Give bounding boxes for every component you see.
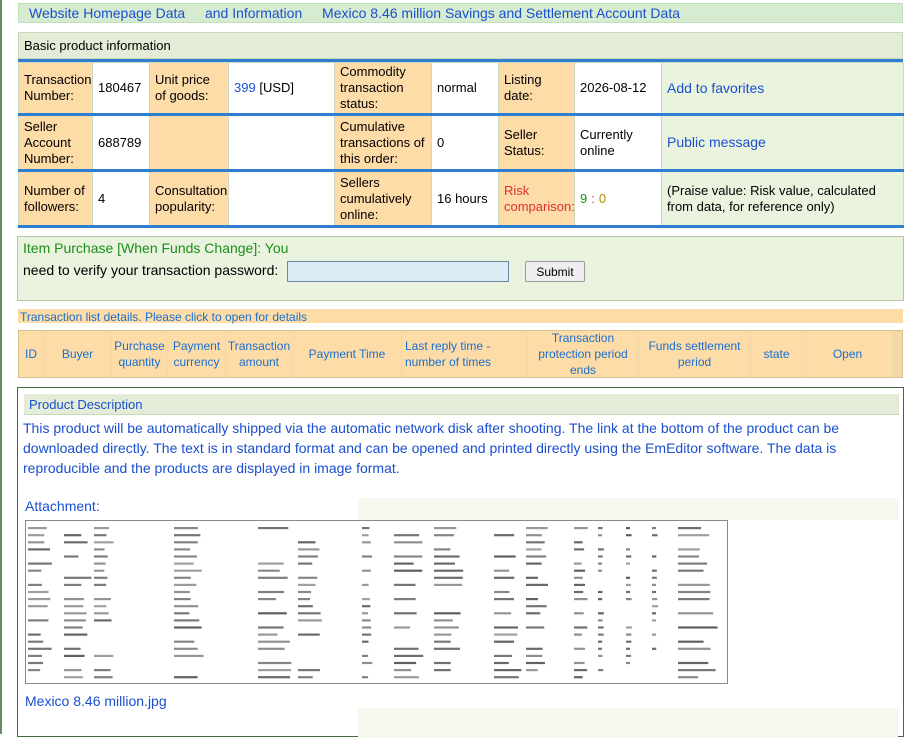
consultation-label: Consultation popularity: <box>150 171 229 227</box>
spreadsheet-preview-graphic <box>26 521 728 684</box>
attachment-label: Attachment: <box>25 498 100 514</box>
breadcrumb-product-link[interactable]: Mexico 8.46 million Savings and Settlement Account Data <box>322 5 681 21</box>
risk-note: (Praise value: Risk value, calculated from data, for reference only) <box>662 171 904 227</box>
purchase-instruction: Item Purchase [When Funds Change]: You <box>23 240 289 256</box>
basic-info-table <box>18 62 904 228</box>
currency-value: [USD] <box>259 80 294 95</box>
cumulative-transactions-value: 0 <box>432 115 499 171</box>
breadcrumb <box>18 3 903 23</box>
page-left-border <box>0 0 2 734</box>
column-open: Open <box>803 331 892 377</box>
unit-price-value: 399 <box>234 80 256 95</box>
info-row-3 <box>19 171 904 227</box>
followers-label: Number of followers: <box>19 171 93 227</box>
public-message-cell <box>662 115 904 171</box>
praise-value: 9 <box>580 190 588 206</box>
attachment-file-link[interactable]: Mexico 8.46 million.jpg <box>25 693 167 709</box>
risk-comparison-text: Risk comparison: <box>504 182 575 214</box>
empty-value-cell <box>229 115 335 171</box>
description-paragraph: This product will be automatically shipped via the automatic network disk after shooting. The link at the bottom of the product can be downloaded directly. The text is in standard format and can be opened and printed directly using the EmEditor software. The data is reproducible and the products are displayed in image format. <box>23 420 840 476</box>
seller-status-label: Seller Status: <box>499 115 575 171</box>
risk-comparison-value <box>575 171 662 227</box>
product-description-header: Product Description <box>24 394 899 415</box>
breadcrumb-info-link[interactable]: and Information <box>204 5 303 21</box>
risk-value: 0 <box>598 190 607 206</box>
seller-account-value: 688789 <box>93 115 150 171</box>
public-message-link[interactable]: Public message <box>667 134 766 150</box>
transaction-list-header[interactable]: Transaction list details. Please click to open for details <box>18 309 903 326</box>
product-description-text <box>23 418 898 478</box>
breadcrumb-home-link[interactable]: Website Homepage Data <box>29 5 186 21</box>
transaction-number-value: 180467 <box>93 63 150 115</box>
commodity-status-value: normal <box>432 63 499 115</box>
consultation-value <box>229 171 335 227</box>
column-state: state <box>751 331 802 377</box>
seller-account-label: Seller Account Number: <box>19 115 93 171</box>
seller-status-value: Currently online <box>575 115 662 171</box>
commodity-status-label: Commodity transaction status: <box>335 63 432 115</box>
transaction-table-header <box>18 330 903 378</box>
transaction-password-input[interactable] <box>287 261 509 282</box>
column-id: ID <box>19 331 43 377</box>
transaction-number-label: Transaction Number: <box>19 63 93 115</box>
online-label: Sellers cumulatively online: <box>335 171 432 227</box>
cumulative-transactions-label: Cumulative transactions of this order: <box>335 115 432 171</box>
attachment-preview-image[interactable] <box>25 520 728 684</box>
followers-value: 4 <box>93 171 150 227</box>
info-row-2 <box>19 115 904 171</box>
listing-date-value: 2026-08-12 <box>575 63 662 115</box>
column-protection-period: Transaction protection period ends <box>528 331 638 377</box>
background-band <box>358 498 898 520</box>
column-settlement-period: Funds settlement period <box>639 331 750 377</box>
unit-price-cell <box>229 63 335 115</box>
unit-price-label: Unit price of goods: <box>150 63 229 115</box>
risk-comparison-label <box>499 171 575 227</box>
column-purchase-quantity: Purchase quantity <box>112 331 167 377</box>
column-buyer: Buyer <box>44 331 111 377</box>
add-to-favorites-link[interactable]: Add to favorites <box>667 79 765 96</box>
listing-date-label: Listing date: <box>499 63 575 115</box>
basic-info-header: Basic product information <box>18 32 903 59</box>
favorites-cell <box>662 63 904 115</box>
info-row-1 <box>19 63 904 115</box>
column-last-reply: Last reply time - number of times <box>402 331 527 377</box>
product-description-panel <box>17 387 904 737</box>
column-payment-time: Payment Time <box>293 331 401 377</box>
password-prompt: need to verify your transaction password: <box>23 262 279 278</box>
column-transaction-amount: Transaction amount <box>226 331 292 377</box>
purchase-panel <box>17 236 904 301</box>
submit-button[interactable]: Submit <box>525 261 585 282</box>
ratio-colon: : <box>591 190 595 206</box>
column-payment-currency: Payment currency <box>168 331 225 377</box>
online-value: 16 hours <box>432 171 499 227</box>
empty-label-cell <box>150 115 229 171</box>
